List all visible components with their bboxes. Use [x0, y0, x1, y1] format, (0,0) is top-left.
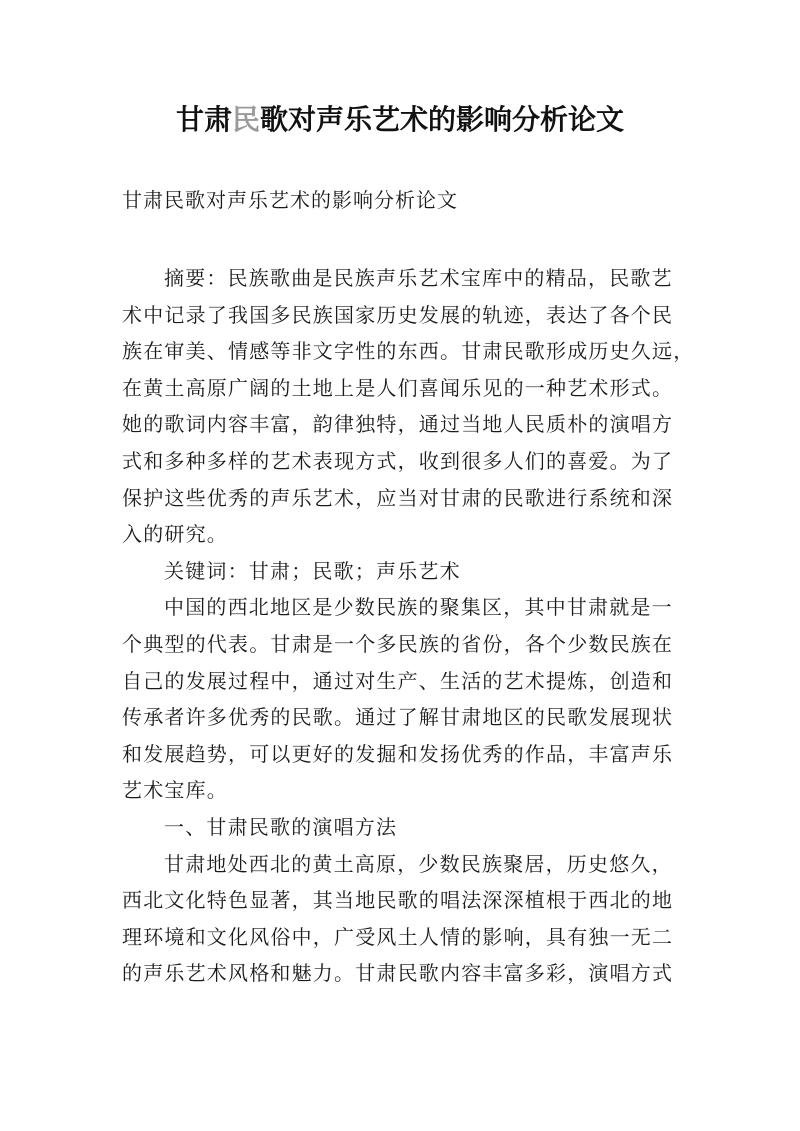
document-title-start: 甘肃 — [175, 103, 232, 136]
paragraph-line: 自己的发展过程中，通过对生产、生活的艺术提炼，创造和 — [122, 668, 674, 693]
paragraph-line: 的声乐艺术风格和魅力。甘肃民歌内容丰富多彩，演唱方式 — [122, 961, 674, 986]
paragraph-line: 摘要：民族歌曲是民族声乐艺术宝库中的精品，民歌艺 — [164, 266, 673, 290]
paragraph-line: 在黄土高原广阔的土地上是人们喜闻乐见的一种艺术形式。 — [122, 375, 674, 400]
paragraph-line: 式和多种多样的艺术表现方式，收到很多人们的喜爱。为了 — [122, 448, 674, 473]
paragraph-line: 和发展趋势，可以更好的发掘和发扬优秀的作品，丰富声乐 — [122, 741, 674, 766]
paragraph-line: 西北文化特色显著，其当地民歌的唱法深深植根于西北的地 — [122, 888, 674, 913]
paragraph-line: 保护这些优秀的声乐艺术，应当对甘肃的民歌进行系统和深 — [122, 485, 674, 510]
document-subtitle: 甘肃民歌对声乐艺术的影响分析论文 — [122, 188, 458, 212]
paragraph-line: 甘肃地处西北的黄土高原，少数民族聚居，历史悠久， — [164, 851, 673, 876]
paragraph-line: 个典型的代表。甘肃是一个多民族的省份，各个少数民族在 — [122, 631, 674, 656]
paragraph-line: 传承者许多优秀的民歌。通过了解甘肃地区的民歌发展现状 — [122, 705, 674, 730]
paragraph-line: 术中记录了我国多民族国家历史发展的轨迹，表达了各个民 — [122, 302, 674, 327]
paragraph-line: 中国的西北地区是少数民族的聚集区，其中甘肃就是一 — [164, 595, 673, 620]
paragraph-line: 理环境和文化风俗中，广受风土人情的影响，具有独一无二 — [122, 924, 674, 949]
document-body — [122, 260, 695, 992]
document-title-highlight: 民 — [231, 103, 260, 136]
paragraph-line: 入的研究。 — [122, 522, 228, 547]
paragraph-line: 族在审美、情感等非文字性的东西。甘肃民歌形成历史久远， — [122, 339, 695, 364]
paragraph-line: 艺术宝库。 — [122, 778, 228, 803]
document-title-end: 歌对声乐艺术的影响分析论文 — [260, 103, 625, 136]
keywords-line: 关键词：甘肃；民歌；声乐艺术 — [164, 558, 461, 583]
document-title — [0, 100, 800, 140]
section-heading: 一、甘肃民歌的演唱方法 — [164, 814, 398, 839]
paragraph-line: 她的歌词内容丰富，韵律独特，通过当地人民质朴的演唱方 — [122, 412, 674, 437]
